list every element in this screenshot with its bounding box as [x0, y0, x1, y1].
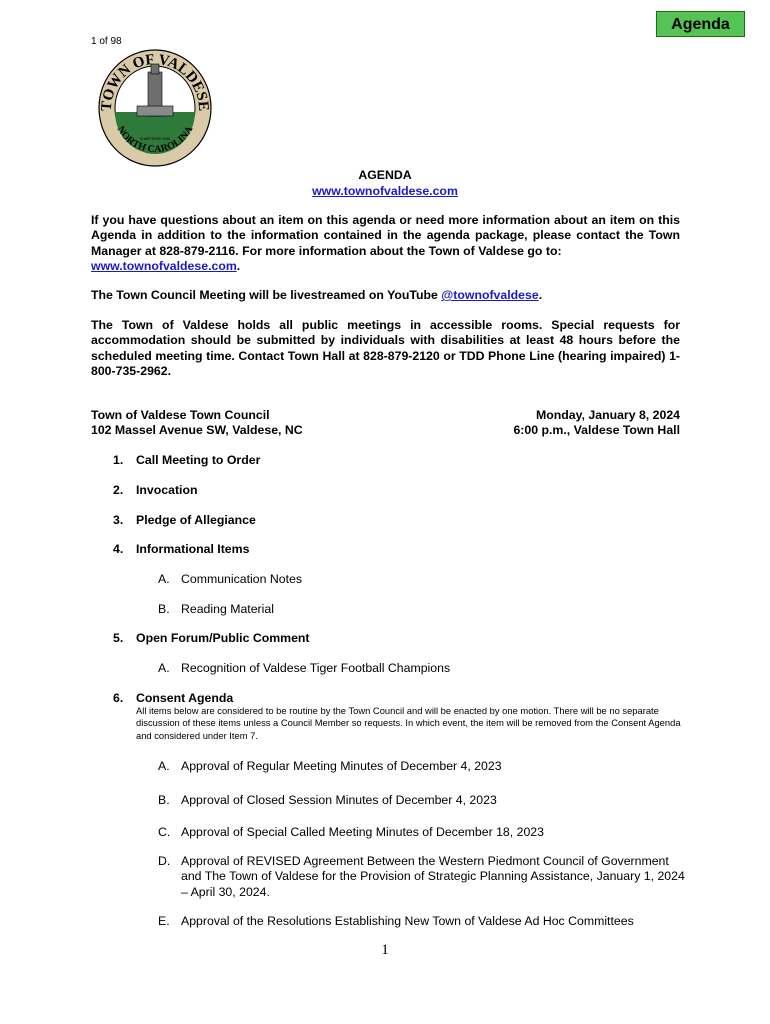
agenda-tag: Agenda [656, 11, 745, 37]
agenda-item-4: 4. Informational Items [113, 542, 250, 556]
item-6d: Approval of REVISED Agreement Between the Western Piedmont Council of Government and The Town of Valdese for the Provision of Strategic Planning Assistance, January 1, 2024 – April 30, 2024. [181, 854, 685, 899]
meeting-location [91, 408, 303, 439]
svg-text:CHARTERED 1920: CHARTERED 1920 [139, 137, 171, 141]
item-4a: A. Communication Notes [158, 572, 302, 586]
meeting-body: Town of Valdese Town Council [91, 408, 270, 422]
agenda-heading: AGENDA [358, 168, 412, 182]
item-4b: B. Reading Material [158, 602, 274, 616]
town-seal-logo [97, 48, 213, 168]
agenda-item-3: 3. Pledge of Allegiance [113, 513, 256, 527]
meeting-time: 6:00 p.m., Valdese Town Hall [513, 423, 680, 438]
page-number: 1 [381, 942, 389, 958]
item-6c: C. Approval of Special Called Meeting Minutes of December 18, 2023 [158, 825, 544, 839]
svg-text:NORTH CAROLINA: NORTH CAROLINA [114, 124, 196, 156]
meeting-address: 102 Massel Avenue SW, Valdese, NC [91, 423, 303, 438]
item-6d-letter: D. [158, 854, 171, 868]
consent-note: All items below are considered to be routine by the Town Council and will be enacted by one motion. There will be no separate discussion of these items unless a Council Member so requests. In which event, the item will be removed from the Consent Agenda and considered under Item 7. [136, 705, 681, 741]
meeting-datetime [480, 408, 680, 439]
item-5a: A. Recognition of Valdese Tiger Football Champions [158, 661, 451, 675]
item-6b: B. Approval of Closed Session Minutes of December 4, 2023 [158, 793, 497, 807]
livestream-paragraph: The Town Council Meeting will be livestreamed on YouTube @townofvaldese. [91, 288, 543, 302]
questions-website-link[interactable]: www.townofvaldese.com [91, 259, 237, 274]
agenda-item-2: 2. Invocation [113, 483, 198, 497]
item-6a: A. Approval of Regular Meeting Minutes of December 4, 2023 [158, 759, 502, 773]
meeting-date: Monday, January 8, 2024 [536, 408, 680, 422]
agenda-item-5: 5. Open Forum/Public Comment [113, 631, 310, 645]
svg-text:TOWN OF VALDESE: TOWN OF VALDESE [98, 51, 212, 112]
website-link[interactable]: www.townofvaldese.com [312, 184, 458, 198]
agenda-item-6: 6. Consent Agenda [113, 691, 234, 705]
page-count: 1 of 98 [91, 36, 122, 47]
agenda-item-1: 1. Call Meeting to Order [113, 453, 261, 467]
item-6e: E. Approval of the Resolutions Establishing New Town of Valdese Ad Hoc Committees [158, 914, 634, 928]
accessibility-paragraph: The Town of Valdese holds all public meetings in accessible rooms. Special requests for accommodation should be submitted by individuals with disabilities at least 48 hours before the scheduled meeting time. Contact Town Hall at 828-879-2120 or TDD Phone Line (hearing impaired) 1-800-735-2962. [91, 318, 680, 379]
questions-paragraph: If you have questions about an item on this agenda or need more information about an item on this Agenda in addition to the information contained in the agenda package, please contact the Town Manager at 828-879-2116. For more information about the Town of Valdese go to: www.townofvaldese.com. [91, 213, 680, 274]
youtube-link[interactable]: @townofvaldese [441, 288, 539, 302]
